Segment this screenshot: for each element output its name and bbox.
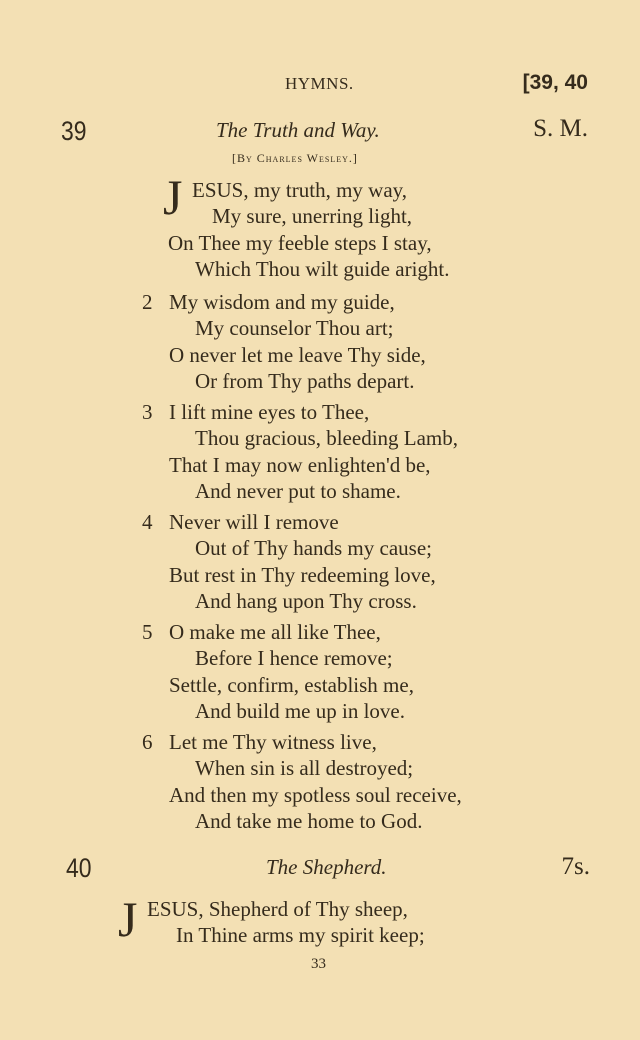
hymn-meter: S. M. xyxy=(533,115,588,142)
running-title: HYMNS. xyxy=(285,74,354,93)
verse-line: That I may now enlighten'd be, xyxy=(169,452,431,477)
verse-line: O make me all like Thee, xyxy=(169,620,381,644)
verse-line: Thou gracious, bleeding Lamb, xyxy=(195,426,459,451)
hymn-number: 40 xyxy=(66,853,92,883)
verse-line: But rest in Thy redeeming love, xyxy=(169,562,436,587)
verse-line: And never put to shame. xyxy=(195,478,401,503)
verse-line: Before I hence remove; xyxy=(195,646,393,671)
verse-line: And build me up in love. xyxy=(195,698,405,723)
verse-line: ESUS, Shepherd of Thy sheep, xyxy=(147,897,408,921)
hymn-meter: 7s. xyxy=(561,853,590,880)
verse-line: ESUS, my truth, my way, xyxy=(192,178,408,202)
stanza-number: 5 xyxy=(142,620,153,644)
verse-line: On Thee my feeble steps I stay, xyxy=(168,230,432,255)
stanza-number: 4 xyxy=(142,510,153,534)
drop-cap: J xyxy=(163,169,183,225)
verse-line: And hang upon Thy cross. xyxy=(195,588,417,613)
verse-line: O never let me leave Thy side, xyxy=(169,342,426,367)
hymn-title: The Truth and Way. xyxy=(216,118,380,142)
hymn-author: [By Charles Wesley.] xyxy=(232,151,358,165)
verse-line: Out of Thy hands my cause; xyxy=(195,536,432,561)
hymn-title: The Shepherd. xyxy=(266,855,387,879)
verse-line: Which Thou wilt guide aright. xyxy=(195,256,450,281)
verse-line: Settle, confirm, establish me, xyxy=(169,672,414,697)
hymn-range: [39, 40 xyxy=(522,71,588,94)
verse-line: Or from Thy paths depart. xyxy=(195,368,415,393)
stanza-number: 2 xyxy=(142,290,153,314)
stanza-number: 3 xyxy=(142,400,153,424)
stanza-number: 6 xyxy=(142,730,153,754)
verse-line: And take me home to God. xyxy=(195,808,423,833)
verse-line: Never will I remove xyxy=(169,510,339,534)
verse-line: In Thine arms my spirit keep; xyxy=(176,923,425,948)
drop-cap: J xyxy=(118,891,138,947)
hymn-number: 39 xyxy=(61,116,87,146)
verse-line: My sure, unerring light, xyxy=(212,204,413,229)
verse-line: When sin is all destroyed; xyxy=(195,756,414,781)
verse-line: My wisdom and my guide, xyxy=(169,290,395,314)
page-number: 33 xyxy=(311,956,326,972)
verse-line: Let me Thy witness live, xyxy=(169,730,377,754)
verse-line: And then my spotless soul receive, xyxy=(169,782,462,807)
verse-line: My counselor Thou art; xyxy=(195,316,394,341)
verse-line: I lift mine eyes to Thee, xyxy=(169,400,370,424)
